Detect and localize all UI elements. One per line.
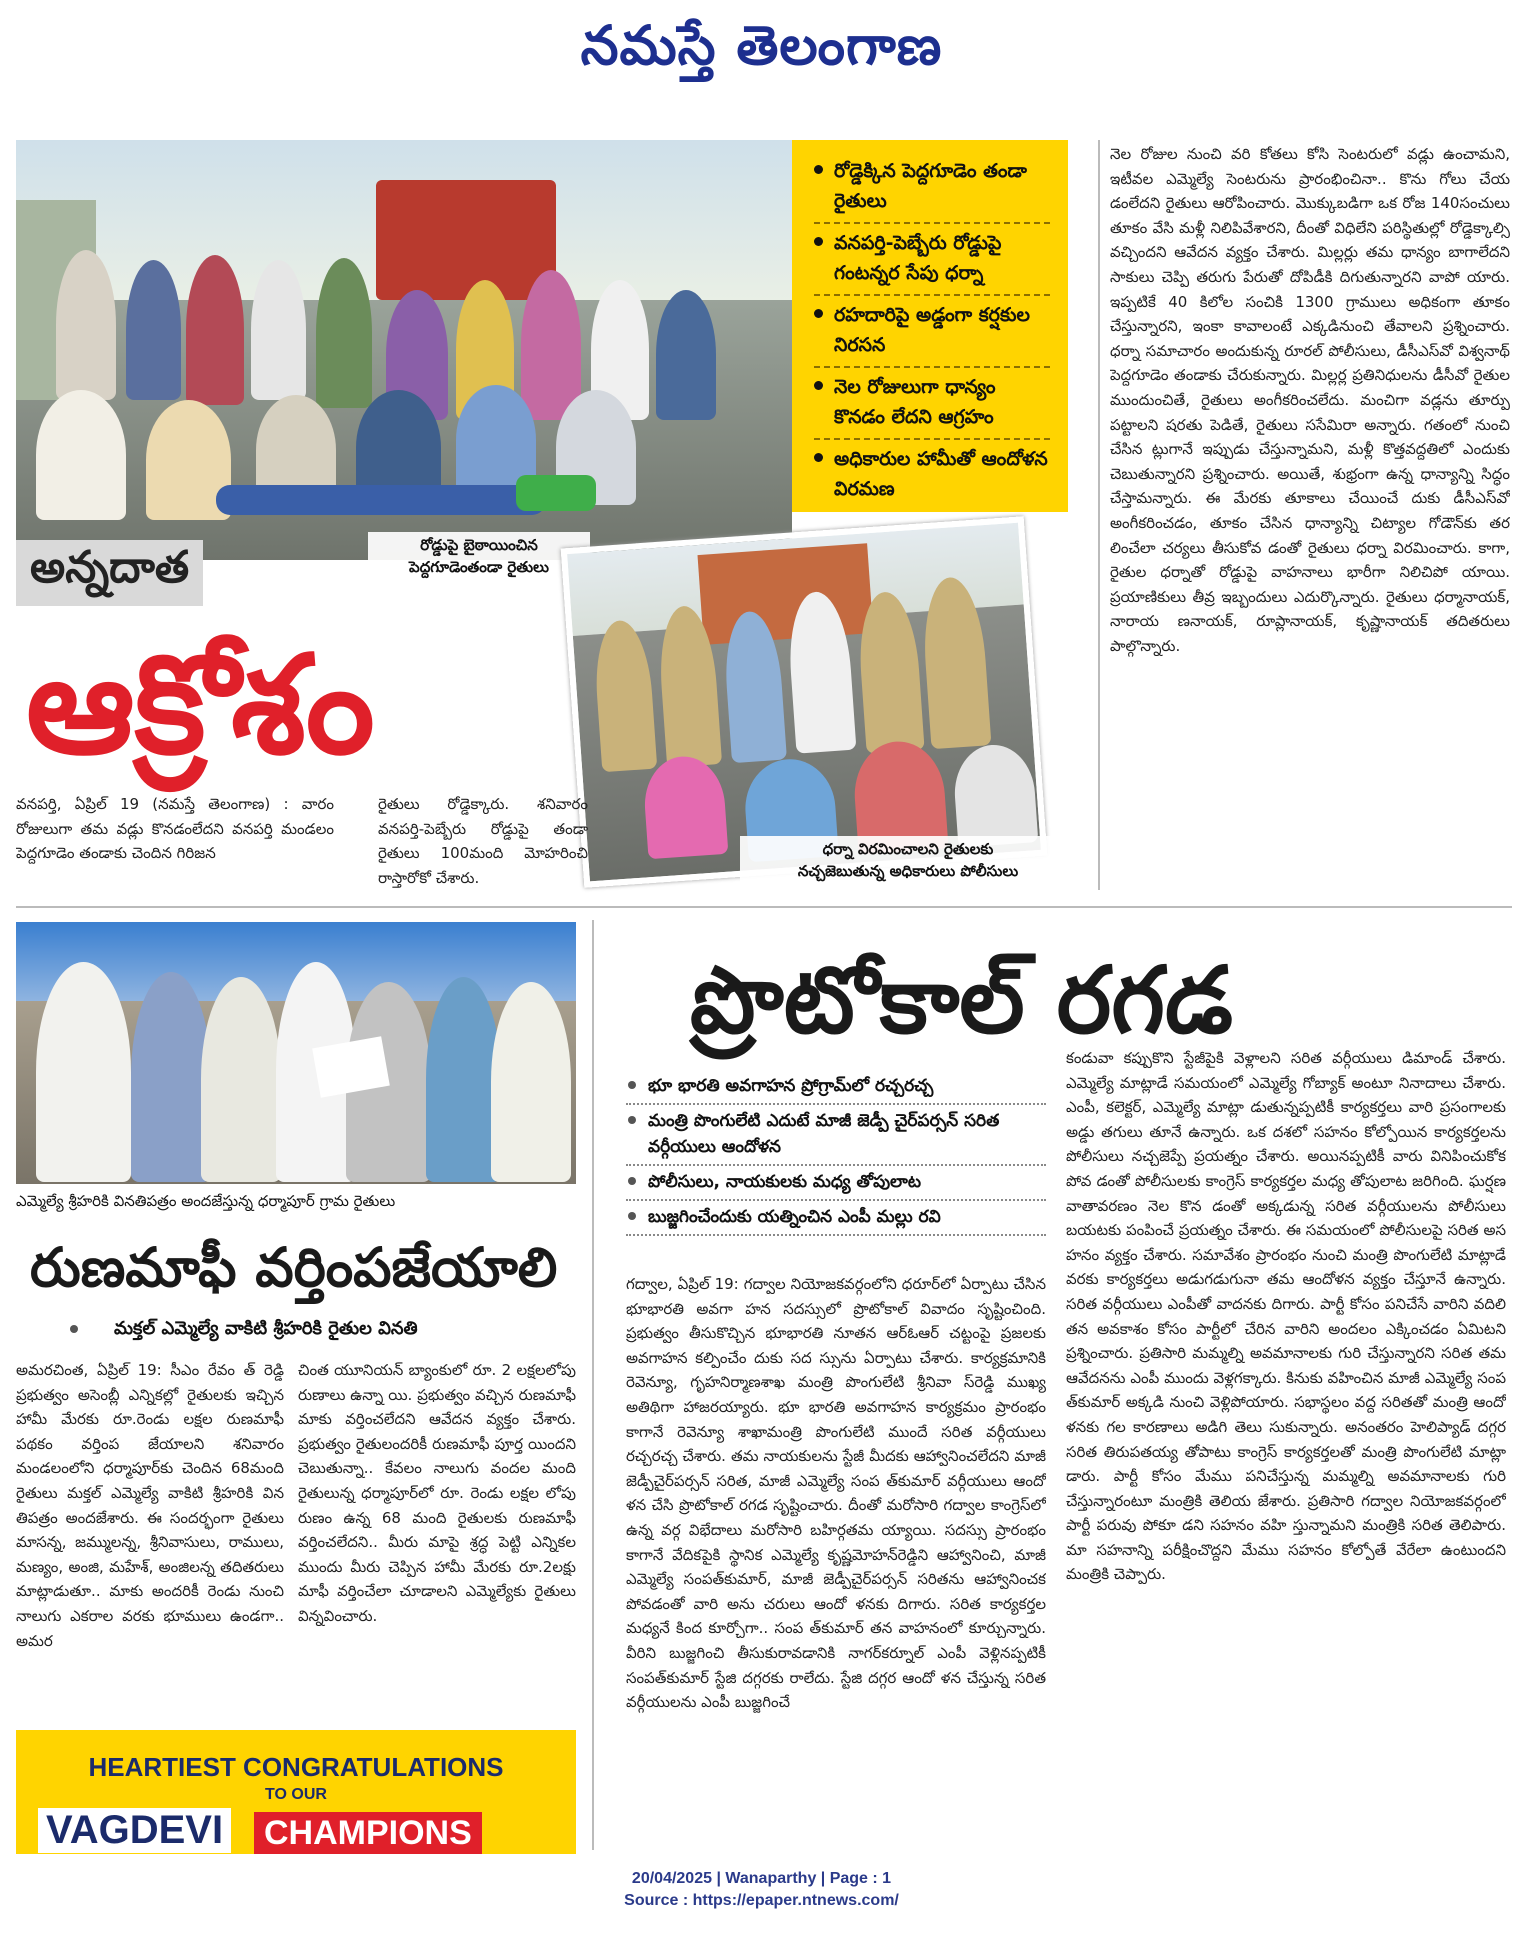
- highlight-item: నెల రోజులుగా ధాన్యం కొనడం లేదని ఆగ్రహం: [814, 368, 1050, 440]
- story3-headline: ప్రొటోకాల్ రగడ: [690, 946, 1233, 1054]
- highlight-item: రోడ్డెక్కిన పెద్దగూడెం తండా రైతులు: [814, 152, 1050, 224]
- highlight-item: అధికారుల హామీతో ఆందోళన విరమణ: [814, 440, 1050, 510]
- story2-body-column1: అమరచింత, ఏప్రిల్ 19: సీఎం రేవం త్ రెడ్డి ప్రభుత్వం అసెంబ్లీ ఎన్నికల్లో రైతులకు ఇచ్చిన హామీ మేరకు రూ.రెండు లక్షల రుణమాఫీ పథకం వర్తింప జేయాలని శనివారం మండలంలోని ధర్మాపూర్‌కు చెందిన 68మంది రైతులు మక్తల్ ఎమ్మెల్యే వాకిటి శ్రీహరికి విన తిపత్రం అందజేశారు. ఈ సందర్భంగా రైతులు మాసన్న, జమ్ములన్న, శ్రీనివాసులు, రాములు, మణ్యం, అంజి, మహేశ్, అంజిలన్న తదితరులు మాట్లాడుతూ.. మాకు అందరికీ రెండు నుంచి నాలుగు ఎకరాల వరకు భూములు ఉండగా.. అమర: [16, 1361, 284, 1650]
- ad-vagdevi: [16, 1730, 576, 1854]
- bullet-item: మంత్రి పొంగులేటి ఎదుటే మాజీ జెడ్పీ చైర్‌పర్సన్ సరిత వర్గీయులు ఆందోళన: [626, 1105, 1046, 1166]
- footer-source: Source : https://epaper.ntnews.com/: [624, 1892, 899, 1909]
- ad-subline: TO OUR: [265, 1786, 327, 1803]
- story2-subhead: మక్తల్ ఎమ్మెల్యే వాకిటి శ్రీహరికి రైతుల వినతి: [70, 1318, 418, 1343]
- bullet-item: బుజ్జగించేందుకు యత్నించిన ఎంపీ మల్లు రవి: [626, 1201, 1046, 1236]
- story1-body-right: నెల రోజుల నుంచి వరి కోతలు కోసి సెంటరులో వడ్లు ఉంచామని, ఇటీవల ఎమ్మెల్యే సెంటరును ప్రారంభించినా.. కొను గోలు చేయ డంలేదని రైతులు ఆరోపించారు. మొక్కుబడిగా ఒక రోజ 140సంచులు తూకం వేసి మళ్లీ నిలిపివేశారని, దీంతో విధిలేని పరిస్థితుల్లో రోడ్డెక్కాల్సి వచ్చిందని ఆవేదన వ్యక్తం చేశారు. మిల్లర్లు తమ ధాన్యం బాగాలేదని సాకులు చెప్పి తరుగు పేరుతో దోపిడీకి దిగుతున్నారని వాపో యారు. ఇప్పటికే 40 కిలోల సంచికి 1300 గ్రాములు అధికంగా తూకం చేస్తున్నారని, ఇంకా కావాలంటే ఎక్కడినుంచి తేవాలని ప్రశ్నించారు. ధర్నా సమాచారం అందుకున్న రూరల్ పోలీసులు, డీసీఎస్‌వో విశ్వనాథ్ పెద్దగూడెం తండాకు చేరుకున్నారు. మిల్లర్ల ప్రతినిధులను డీసీవో రైతుల ముందుంచితే, రైతులు అంగీకరించలేదు. మంచిగా వడ్లను తూర్పు పట్టాలని షరతు పెడితే, రైతులు ససేమిరా అన్నారు. గతంలో నుంచి చేసిన ట్లుగానే ఇప్పుడు చేస్తున్నామని, మళ్లీ కొత్తవద్దతిలో ఎందుకు చెబుతున్నారని ప్రశ్నించారు. అయితే, శుభ్రంగా ఉన్న ధాన్యాన్ని సిద్ధం చేస్తామన్నారు. ఈ మేరకు తూకాలు చేయించే దుకు డీసీఎస్‌వో అంగీకరించడం, తూకం చేసిన ధాన్యాన్ని చిట్యాల గోడౌన్‌కు తర లించేలా చర్యలు తీసుకోవ డంతో రైతులు ధర్నా విరమించారు. కాగా, రైతుల ధర్నాతో రోడ్డుపై వాహనాలు భారీగా నిలిచిపో యాయి. ప్రయాణికులు తీవ్ర ఇబ్బందులు ఎదుర్కొన్నారు. రైతులు ధర్మానాయక్, నారాయ ణనాయక్, రూప్లానాయక్, కృష్ణానాయక్ తదితరులు పాల్గొన్నారు.: [1110, 145, 1510, 655]
- ad-brand: VAGDEVI: [38, 1808, 231, 1853]
- highlight-item: వనపర్తి-పెబ్బేరు రోడ్డుపై గంటన్నర సేపు ధర్నా: [814, 224, 1050, 296]
- story2-photo-caption: ఎమ్మెల్యే శ్రీహరికి వినతిపత్రం అందజేస్తున్న ధర్మాపూర్ గ్రామ రైతులు: [16, 1188, 576, 1214]
- photo2-caption: ధర్నా విరమించాలని రైతులకు నచ్చజెబుతున్న అధికారులు పోలీసులు: [740, 836, 1076, 884]
- masthead: [0, 10, 1523, 80]
- photo1-caption: రోడ్డుపై బైఠాయించిన పెద్దగూడెంతండా రైతులు: [368, 532, 590, 580]
- story1-dateline-column: వనపర్తి, ఏప్రిల్ 19 (నమస్తే తెలంగాణ) : వారం రోజులుగా తమ వడ్లు కొనడంలేదని వనపర్తి మండలం పెద్దగూడెం తండాకు చెందిన గిరిజన: [16, 795, 334, 863]
- newspaper-title: నమస్తే తెలంగాణ: [580, 13, 943, 77]
- page-footer: [0, 1868, 1523, 1912]
- story1-body-column2: రైతులు రోడ్డెక్కారు. శనివారం వనపర్తి-పెబ్బేరు రోడ్డుపై తండా రైతులు 100మంది మోహరించి రాస్తారోకో చేశారు.: [378, 795, 588, 887]
- column-divider: [592, 920, 594, 1850]
- photo-officials-farmers: [561, 516, 1048, 888]
- highlight-item: రహదారిపై అడ్డంగా కర్షకుల నిరసన: [814, 296, 1050, 368]
- story3-bullets: [626, 1070, 1046, 1236]
- story1-headline: ఆక్రోశం: [26, 625, 375, 785]
- column-divider: [1098, 140, 1100, 890]
- footer-date-page: 20/04/2025 | Wanaparthy | Page : 1: [631, 1870, 892, 1887]
- section-divider: [16, 906, 1512, 908]
- story2-headline: రుణమాఫీ వర్తింపజేయాలి: [30, 1235, 558, 1299]
- photo-farmers-road-protest: [16, 140, 792, 560]
- story1-highlights-box: [792, 140, 1068, 512]
- ad-tag: CHAMPIONS: [254, 1812, 482, 1854]
- photo-farmers-petition: [16, 922, 576, 1184]
- bullet-item: భూ భారతి అవగాహన ప్రోగ్రామ్‌లో రచ్చరచ్చ: [626, 1070, 1046, 1105]
- story3-body-column2: కండువా కప్పుకొని స్టేజీపైకి వెళ్లాలని సరిత వర్గీయులు డిమాండ్ చేశారు. ఎమ్మెల్యే మాట్లాడే సమయంలో ఎమ్మెల్యే గోబ్యాక్ అంటూ నినాదాలు చేశారు. ఎంపీ, కలెక్టర్, ఎమ్మెల్యే మాట్లా డుతున్నప్పటికీ కార్యకర్తలు వారి ప్రసంగాలకు అడ్డు తగులు తూనే ఉన్నారు. ఒక దశలో సహనం కోల్పోయిన కార్యకర్తలను పోలీసులు నచ్చజెప్పే ప్రయత్నం చేశారు. అయినప్పటికీ వారు వినిపించుకోక పోవ డంతో పోలీసులకు కాంగ్రెస్ కార్యకర్తల మధ్య తోపులాట జరిగింది. ఘర్షణ వాతావరణం నెల కొన డంతో అక్కడున్న సరిత వర్గీయులను పోలీసులు బయటకు పంపించే ప్రయత్నం చేశారు. ఈ సమయంలో పోలీసులపై సరిత అస హనం వ్యక్తం చేశారు. సమావేశం ప్రారంభం నుంచి మంత్రి పొంగులేటి మాట్లాడే వరకు కార్యకర్తలు అడుగడుగునా తమ ఆందోళన వ్యక్తం చేస్తూనే ఉన్నారు. సరిత వర్గీయులు ఎంపీతో వాదనకు దిగారు. పార్టీ కోసం పనిచేసే వారిని వదిలి తన అవకాశం కోసం పార్టీలో చేరిన వారిని అందలం ఎక్కించడం ఏమిటని ప్రశ్నించారు. ప్రతిసారి మమ్మల్ని అవమానాలకు గురి చేస్తున్నారని సరిత తమ ఆవేదనను ఎంపీ ముందు వెళ్లగక్కారు. కినుకు వహించిన మాజీ ఎమ్మెల్యే సంప త్‌కుమార్ అక్కడి నుంచి వెళ్లిపోయారు. సభాస్థలం వద్ద సరితతో మంత్రి ఆందో ళనకు గల కారణాలు అడిగి తెలు సుకున్నారు. అనంతరం హెలిప్యాడ్ దగ్గర సరిత తిరుపతయ్య తోపాటు కాంగ్రెస్ కార్యకర్తలతో మంత్రి పొంగులేటి మాట్లా డారు. పార్టీ కోసం మేము పనిచేస్తున్న మమ్మల్ని అవమానాలకు గురి చేస్తున్నారంటూ మంత్రికి తెలియ జేశారు. ప్రతిసారి గద్వాల నియోజకవర్గంలో పార్టీ పరువు పోకూ డని సహనం వహి స్తున్నామని మంత్రికి సరిత తెలిపారు. మా సహనాన్ని పరీక్షించొద్దని మేము సహనం కోల్పోతే వేరేలా ఉంటుందని మంత్రికి చెప్పారు.: [1066, 1049, 1506, 1584]
- bullet-item: పోలీసులు, నాయకులకు మధ్య తోపులాట: [626, 1166, 1046, 1201]
- story3-body-column1: గద్వాల, ఏప్రిల్ 19: గద్వాల నియోజకవర్గంలోని ధరూర్‌లో ఏర్పాటు చేసిన భూభారతి అవగా హన సదస్సులో ప్రొటోకాల్ వివాదం సృష్టించింది. ప్రభుత్వం తీసుకొచ్చిన భూభారతి నూతన ఆర్‌ఓఆర్ చట్టంపై ప్రజలకు అవగాహన కల్పించేం దుకు సద స్సును ఏర్పాటు చేశారు. కార్యక్రమానికి రెవెన్యూ, గృహనిర్మాణశాఖ మంత్రి పొంగులేటి శ్రీనివా స్‌రెడ్డి ముఖ్య అతిథిగా హాజరయ్యారు. భూ భారతి అవగాహన కార్యక్రమం ప్రారంభం కాగానే రెవెన్యూ శాఖామంత్రి పొంగులేటి ముందే సరిత వర్గీయులు రచ్చరచ్చ చేశారు. తమ నాయకులను స్టేజీ మీదకు ఆహ్వానించలేదని మాజీ జెడ్పీచైర్‌పర్సన్ సరిత, మాజీ ఎమ్మెల్యే సంప త్‌కుమార్ వర్గీయులు ఆందో ళన చేసి ప్రొటోకాల్ రగడ సృష్టించారు. దీంతో మరోసారి గద్వాల కాంగ్రెస్‌లో ఉన్న వర్గ విభేదాలు మరోసారి బహిర్గతమ య్యాయి. సదస్సు ప్రారంభం కాగానే వేదికపైకి స్థానిక ఎమ్మెల్యే కృష్ణమోహన్‌రెడ్డిని ఆహ్వానించి, మాజీ ఎమ్మెల్యే సంపత్‌కుమార్, మాజీ జెడ్పీచైర్‌పర్సన్ సరితను ఆహ్వానించక పోవడంతో వారి అను చరులు ఆందో ళనకు దిగారు. సరిత కార్యకర్తల మధ్యనే కింద కూర్చోగా.. సంప త్‌కుమార్ తన వాహనంలో కూర్చున్నారు. వీరిని బుజ్జగించి తీసుకురావడానికి నాగర్‌కర్నూల్ ఎంపీ వెళ్లినప్పటికీ సంపత్‌కుమార్ స్టేజి దగ్గరకు రాలేదు. స్టేజి దగ్గర ఆందో ళన చేస్తున్న సరిత వర్గీయులను ఎంపీ బుజ్జగించే: [626, 1275, 1046, 1712]
- ad-headline: HEARTIEST CONGRATULATIONS: [88, 1752, 504, 1782]
- story2-body-column2: చింత యూనియన్ బ్యాంకులో రూ. 2 లక్షలలోపు రుణాలు ఉన్నా యి. ప్రభుత్వం వచ్చిన రుణమాఫీ మాకు వర్తించలేదని ఆవేదన వ్యక్తం చేశారు. ప్రభుత్వం రైతులందరికీ రుణమాఫీ పూర్త యిందని చెబుతున్నా.. కేవలం నాలుగు వందల మంది రైతులున్న ధర్మాపూర్‌లో రూ. రెండు లక్షల లోపు రుణం ఉన్న 68 మంది రైతులకు రుణమాఫీ వర్తించలేదని.. మీరు మాపై శ్రద్ధ పెట్టి ఎన్నికల ముందు మీరు చెప్పిన హామీ మేరకు రూ.2లక్షు మాఫీ వర్తించేలా చూడాలని ఎమ్మెల్యేకు రైతులు విన్నవించారు.: [298, 1361, 576, 1625]
- story1-kicker: అన్నదాత: [16, 540, 203, 606]
